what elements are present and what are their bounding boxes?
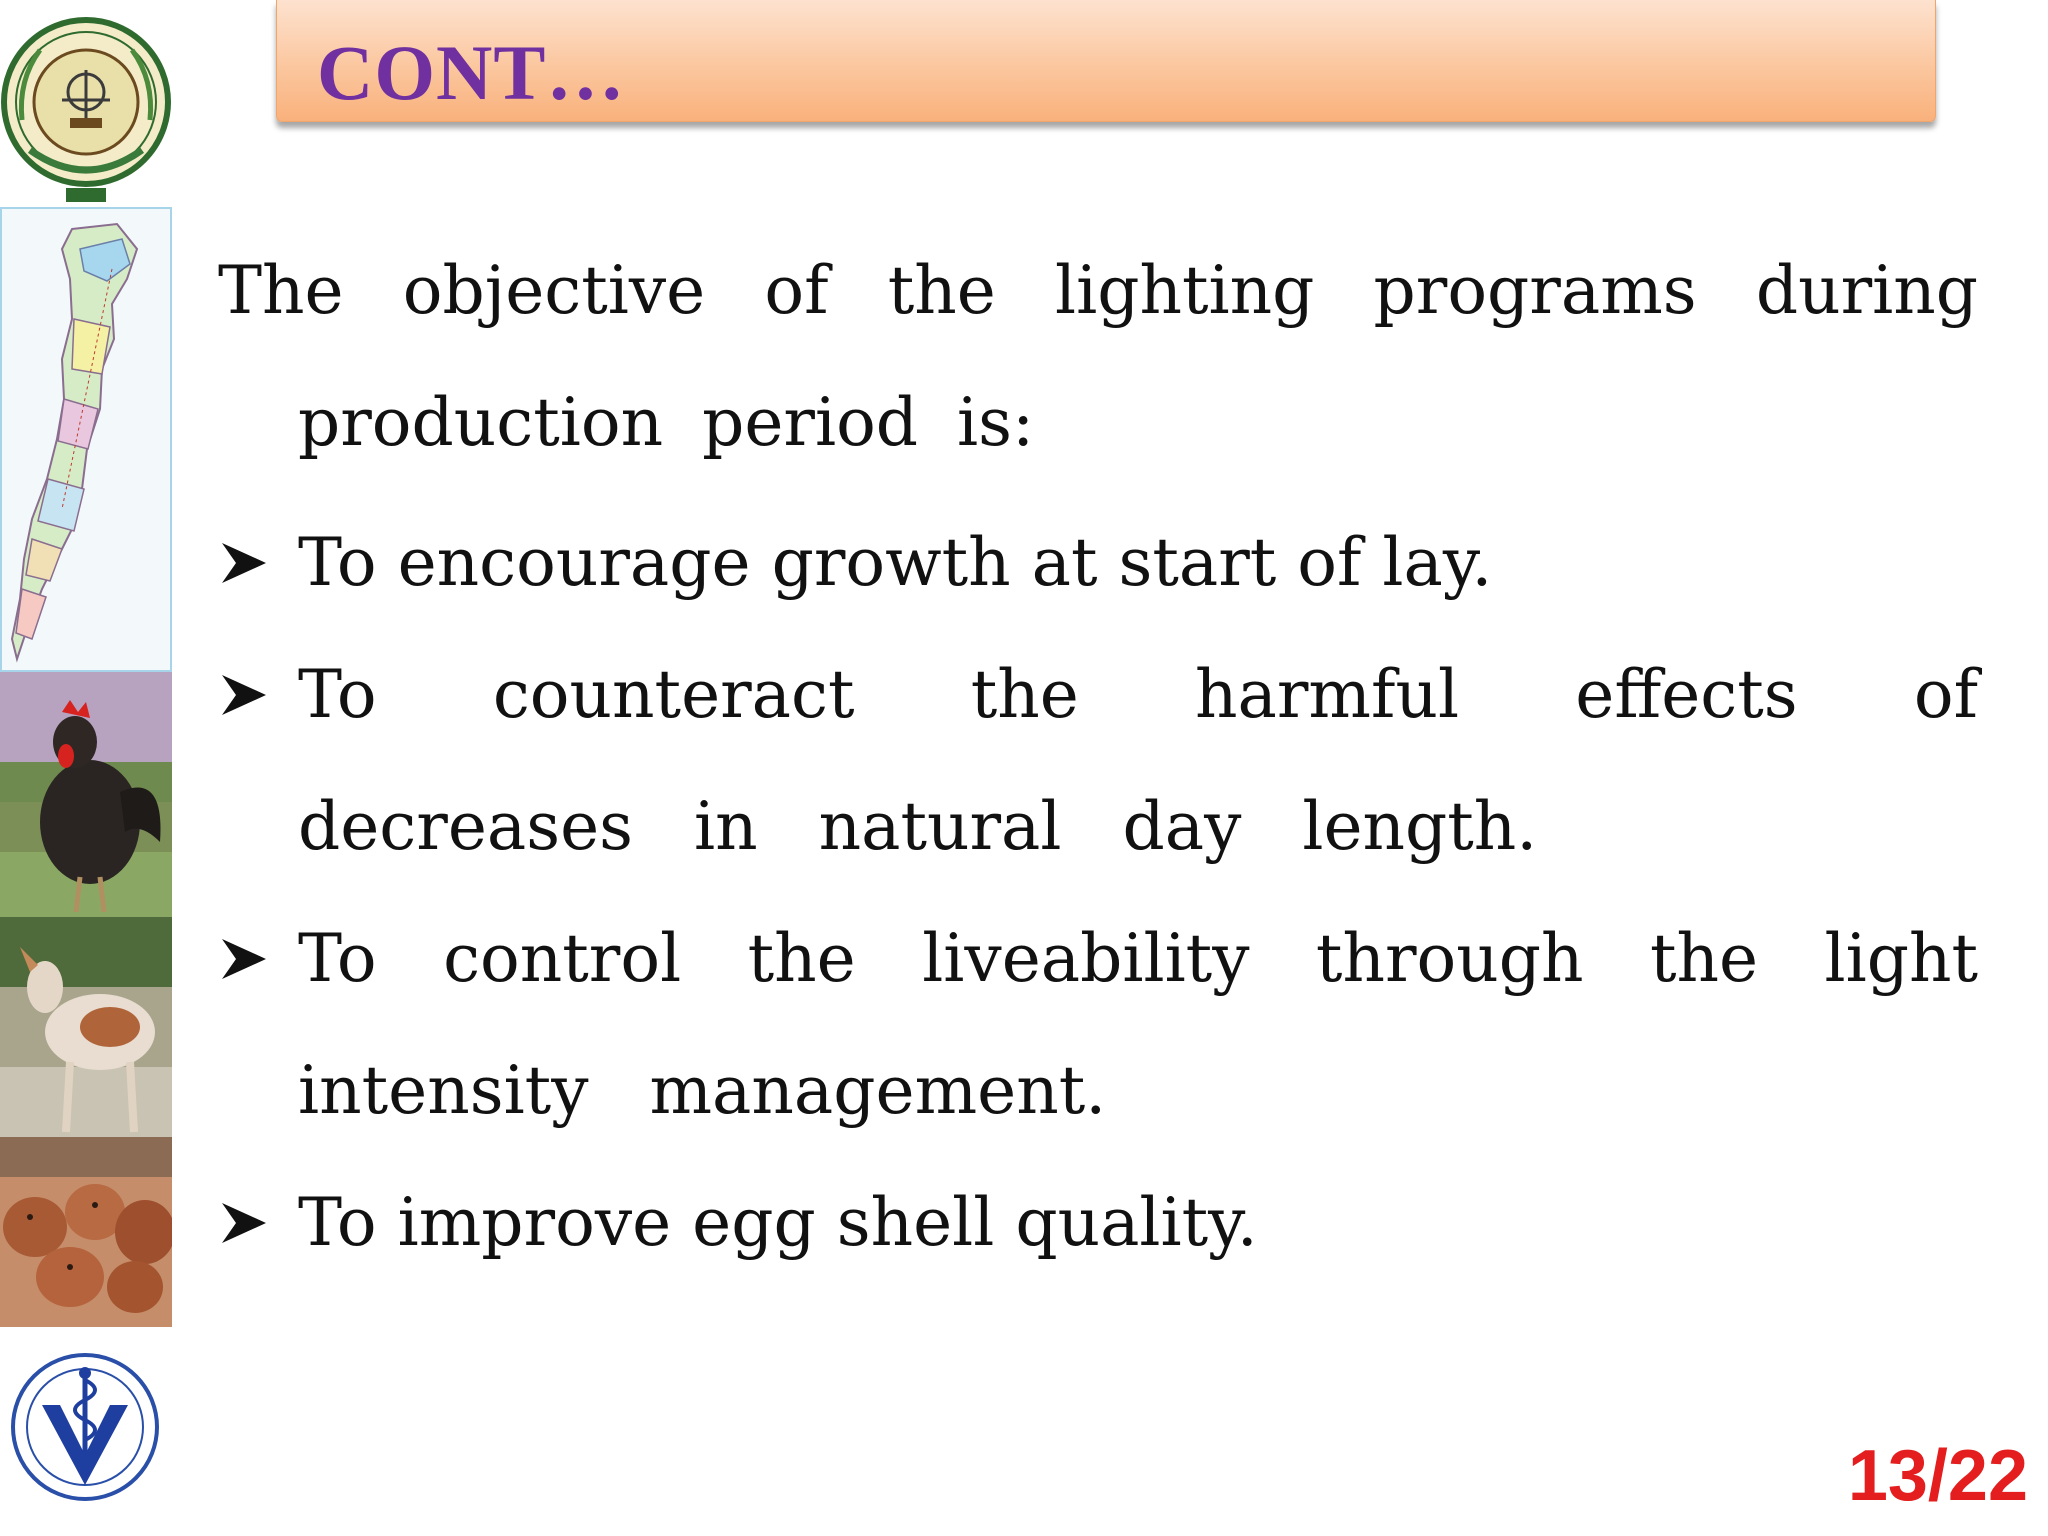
list-item — [218, 893, 1978, 1157]
cattle-herd-photo — [0, 1137, 172, 1327]
list-item — [218, 1157, 1978, 1289]
bullet-text: To improve egg shell quality. — [298, 1184, 1258, 1261]
state-map-image — [0, 207, 172, 672]
goat-photo — [0, 917, 172, 1137]
arrowhead-bullet-icon — [218, 497, 278, 629]
arrowhead-bullet-icon — [218, 629, 278, 761]
map-graphic — [2, 209, 170, 670]
bullet-text: To counteract the harmful effects of decreases in natural day length. — [298, 656, 1978, 865]
page-number: 13/22 — [1847, 1436, 2028, 1516]
slide-body — [218, 225, 1978, 1289]
title-banner — [276, 0, 1936, 122]
objective-list — [218, 497, 1978, 1289]
university-seal-icon — [0, 0, 172, 207]
arrowhead-bullet-icon — [218, 893, 278, 1025]
bullet-text: To encourage growth at start of lay. — [298, 524, 1493, 601]
rooster-photo — [0, 672, 172, 917]
veterinary-college-logo-icon — [10, 1345, 160, 1510]
intro-paragraph: The objective of the lighting programs during production period is: — [218, 252, 1978, 461]
list-item — [218, 497, 1978, 629]
arrowhead-bullet-icon — [218, 1157, 278, 1289]
slide-title: CONT… — [317, 29, 626, 116]
side-decoration-strip — [0, 0, 172, 1536]
list-item — [218, 629, 1978, 893]
bullet-text: To control the liveability through the light intensity management. — [298, 920, 1978, 1129]
